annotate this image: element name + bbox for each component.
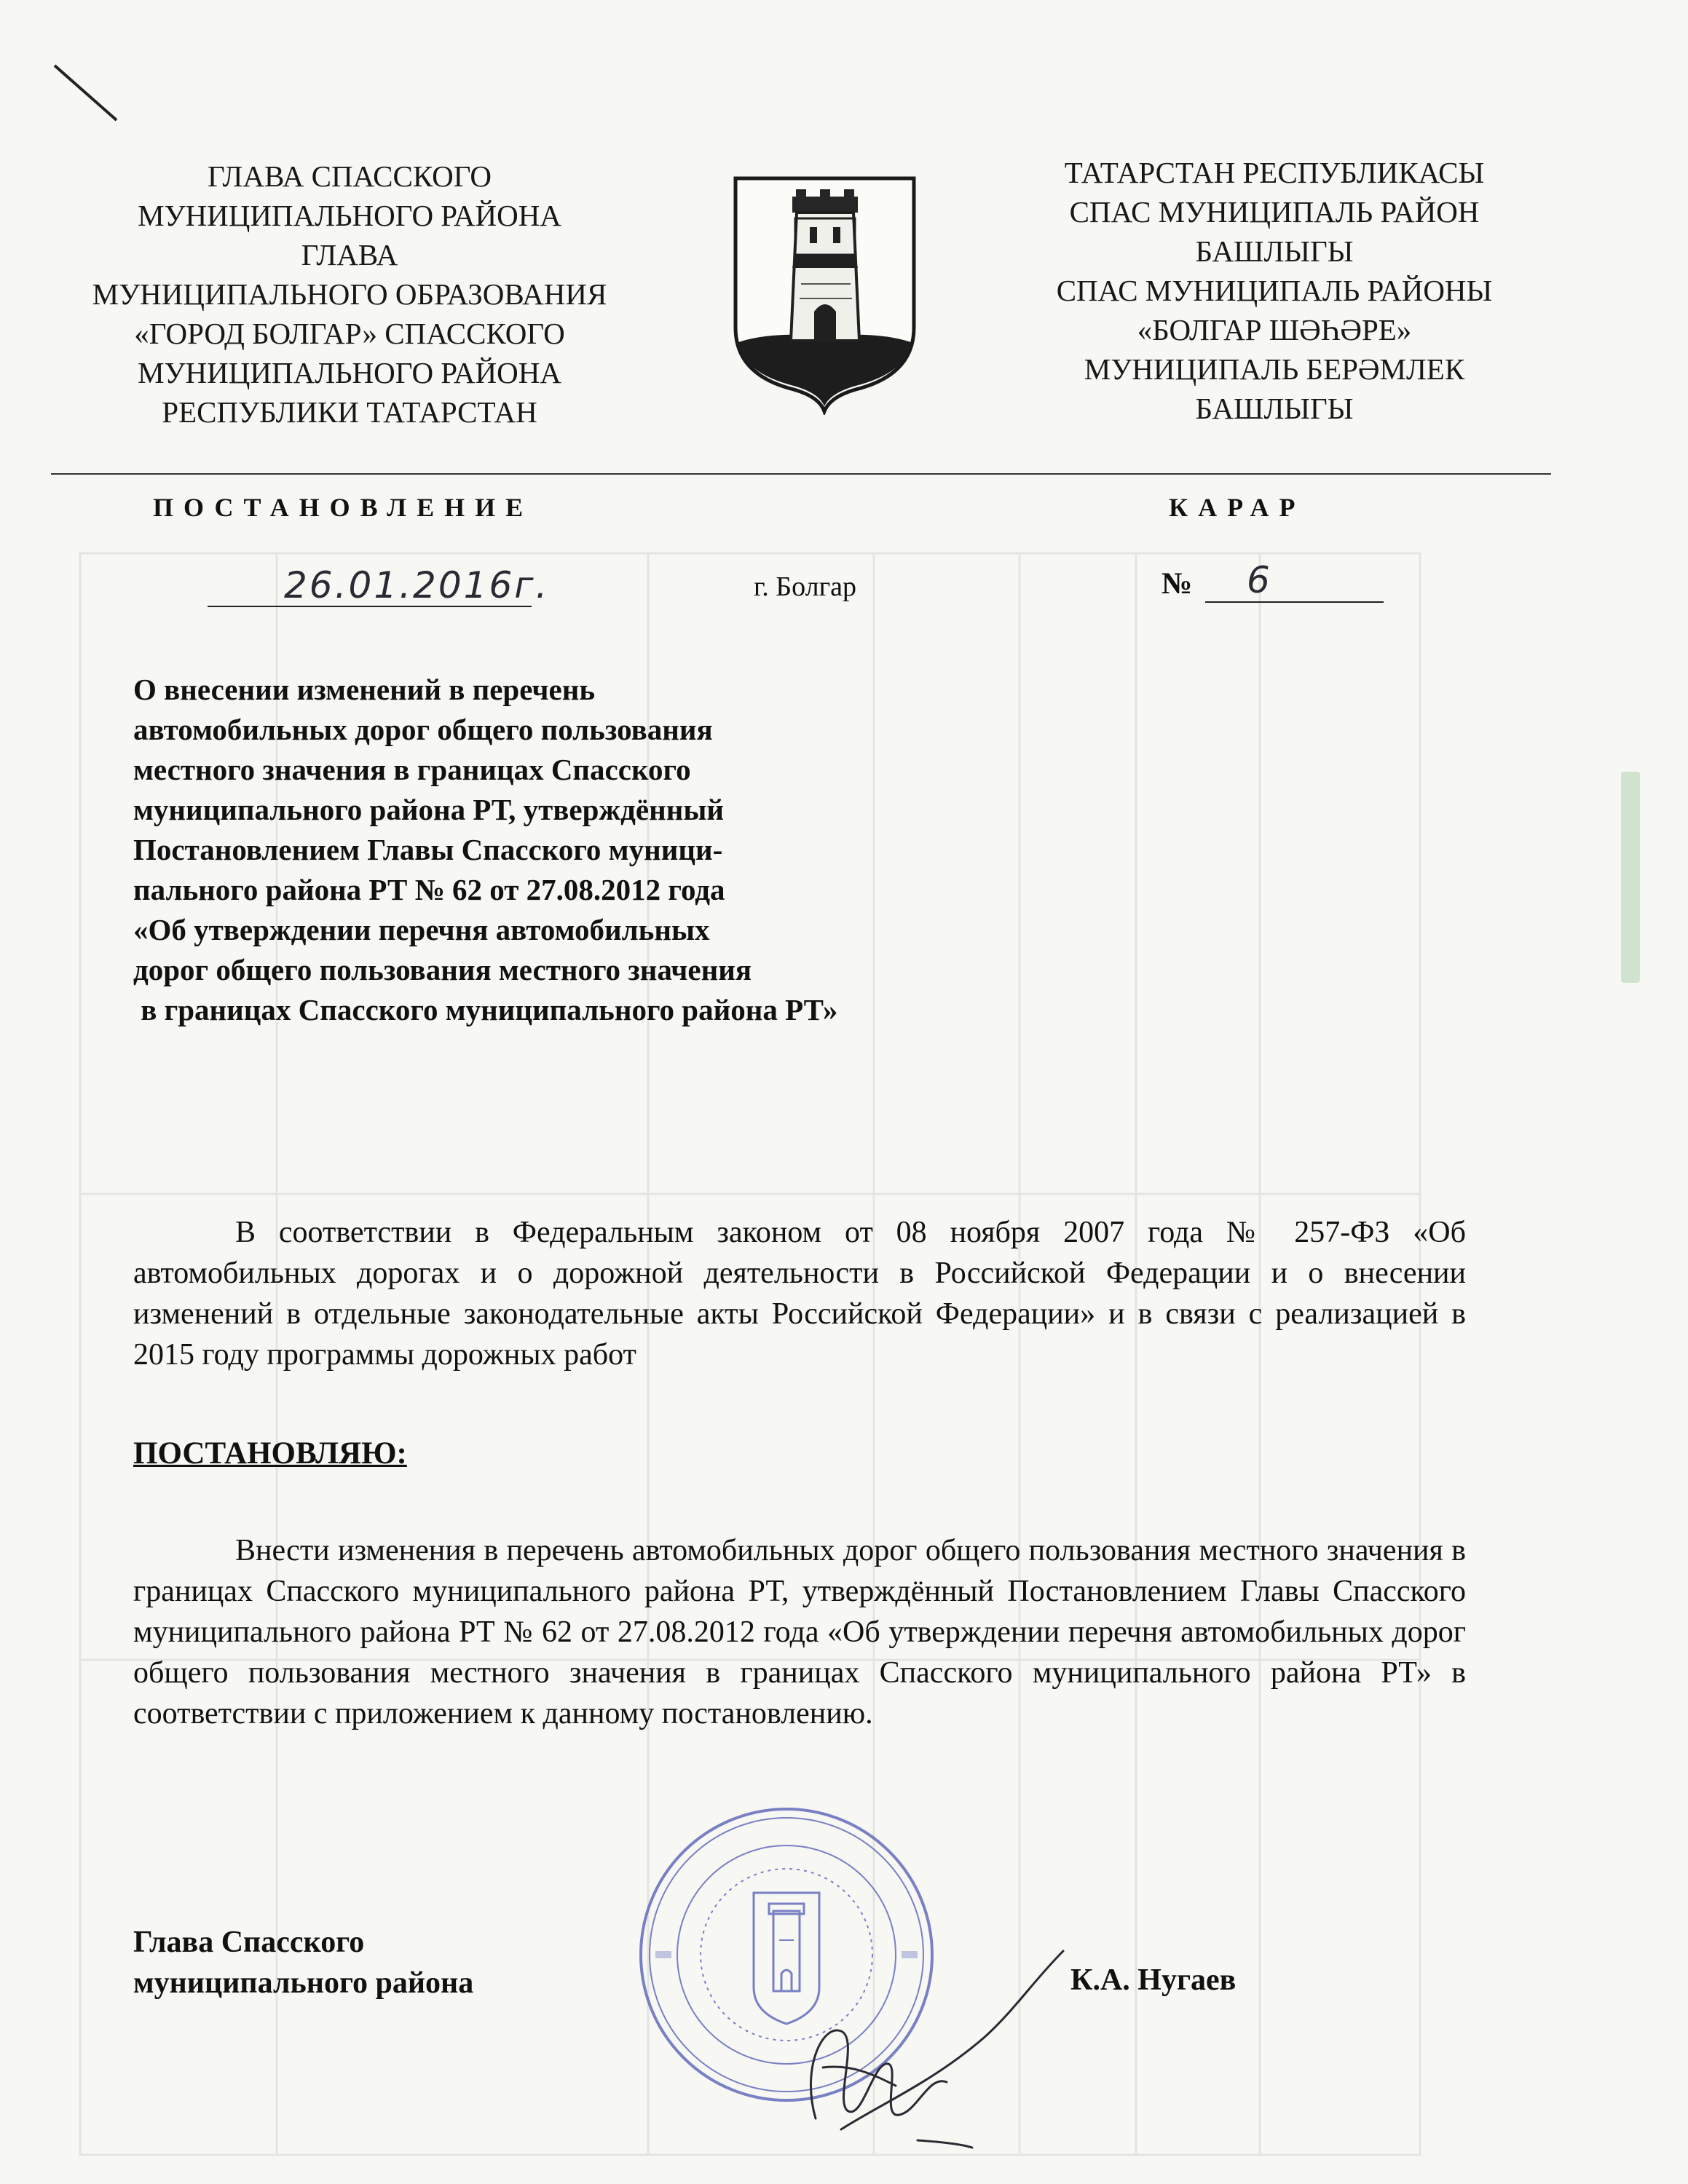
number-underline bbox=[1205, 601, 1384, 603]
handwritten-number: 6 bbox=[1247, 559, 1270, 601]
signatory-title bbox=[133, 1922, 473, 2003]
header-right-line: «БОЛГАР ШӘҺӘРЕ» bbox=[1137, 313, 1412, 347]
handwritten-signature bbox=[772, 1936, 1070, 2155]
header-left-line: ГЛАВА СПАССКОГО bbox=[207, 159, 492, 193]
header-right-line: СПАС МУНИЦИПАЛЬ РАЙОНЫ bbox=[1056, 274, 1493, 307]
header-right-line: МУНИЦИПАЛЬ БЕРӘМЛЕК bbox=[1084, 352, 1465, 386]
header-right-line: БАШЛЫГЫ bbox=[1195, 234, 1354, 268]
header-divider bbox=[51, 473, 1551, 475]
subject-line: муниципального района РТ, утверждённый bbox=[133, 793, 724, 826]
number-sign: № bbox=[1162, 567, 1193, 601]
header-left-block bbox=[58, 157, 641, 432]
signatory-title-line: муниципального района bbox=[133, 1966, 474, 2000]
subject-line: пального района РТ № 62 от 27.08.2012 года bbox=[133, 873, 725, 906]
date-underline bbox=[208, 606, 532, 607]
header-left-line: МУНИЦИПАЛЬНОГО РАЙОНА bbox=[138, 199, 561, 232]
preamble-paragraph: В соответствии в Федеральным законом от 08 ноября 2007 года № 257-ФЗ «Об автомобильных дорогах и о дорожной деятельности в Российской Федерации и о внесении изменений в отдельные законодательные акты Российской Федерации» и в связи с реализацией в 2015 году программы дорожных работ bbox=[133, 1216, 1466, 1372]
header-left-line: МУНИЦИПАЛЬНОГО ОБРАЗОВАНИЯ bbox=[92, 277, 607, 311]
page-edge-tab bbox=[1621, 772, 1640, 983]
header-right-block bbox=[983, 153, 1566, 428]
subject-line: «Об утверждении перечня автомобильных bbox=[133, 913, 710, 946]
header-left-line: ГЛАВА bbox=[301, 238, 398, 272]
city-label: г. Болгар bbox=[754, 571, 857, 602]
document-type-title-tt: КАРАР bbox=[1169, 493, 1306, 522]
header-right-line: БАШЛЫГЫ bbox=[1195, 392, 1354, 425]
header-right-line: ТАТАРСТАН РЕСПУБЛИКАСЫ bbox=[1064, 156, 1485, 189]
signatory-title-line: Глава Спасского bbox=[133, 1926, 365, 1959]
header-left-line: РЕСПУБЛИКИ ТАТАРСТАН bbox=[162, 395, 537, 429]
header-left-line: «ГОРОД БОЛГАР» СПАССКОГО bbox=[134, 317, 565, 350]
subject-line: автомобильных дорог общего пользования bbox=[133, 713, 713, 746]
subject-line: в границах Спасского муниципального района РТ» bbox=[133, 993, 838, 1026]
document-subject bbox=[133, 670, 837, 1030]
header-left-line: МУНИЦИПАЛЬНОГО РАЙОНА bbox=[138, 356, 561, 389]
subject-line: дорог общего пользования местного значения bbox=[133, 953, 752, 986]
decree-heading: ПОСТАНОВЛЯЮ: bbox=[133, 1436, 407, 1471]
subject-line: О внесении изменений в перечень bbox=[133, 673, 596, 706]
subject-line: Постановлением Главы Спасского муници- bbox=[133, 833, 723, 866]
document-type-title-ru: ПОСТАНОВЛЕНИЕ bbox=[153, 493, 534, 522]
coat-of-arms-emblem bbox=[728, 175, 921, 415]
subject-line: местного значения в границах Спасского bbox=[133, 753, 691, 786]
header-right-line: СПАС МУНИЦИПАЛЬ РАЙОН bbox=[1069, 195, 1480, 229]
corner-pen-mark bbox=[51, 62, 124, 127]
decree-paragraph: Внести изменения в перечень автомобильных дорог общего пользования местного значения в границах Спасского муниципального района РТ, утверждённый Постановлением Главы Спасского муниципального района РТ № 62 от 27.08.2012 года «Об утверждении перечня автомобильных дорог общего пользования местного значения в границах Спасского муниципального района РТ» в соответствии с приложением к данному постановлению. bbox=[133, 1534, 1466, 1730]
signatory-name: К.А. Нугаев bbox=[1070, 1963, 1237, 1997]
handwritten-date: 26.01.2016г. bbox=[284, 564, 550, 606]
